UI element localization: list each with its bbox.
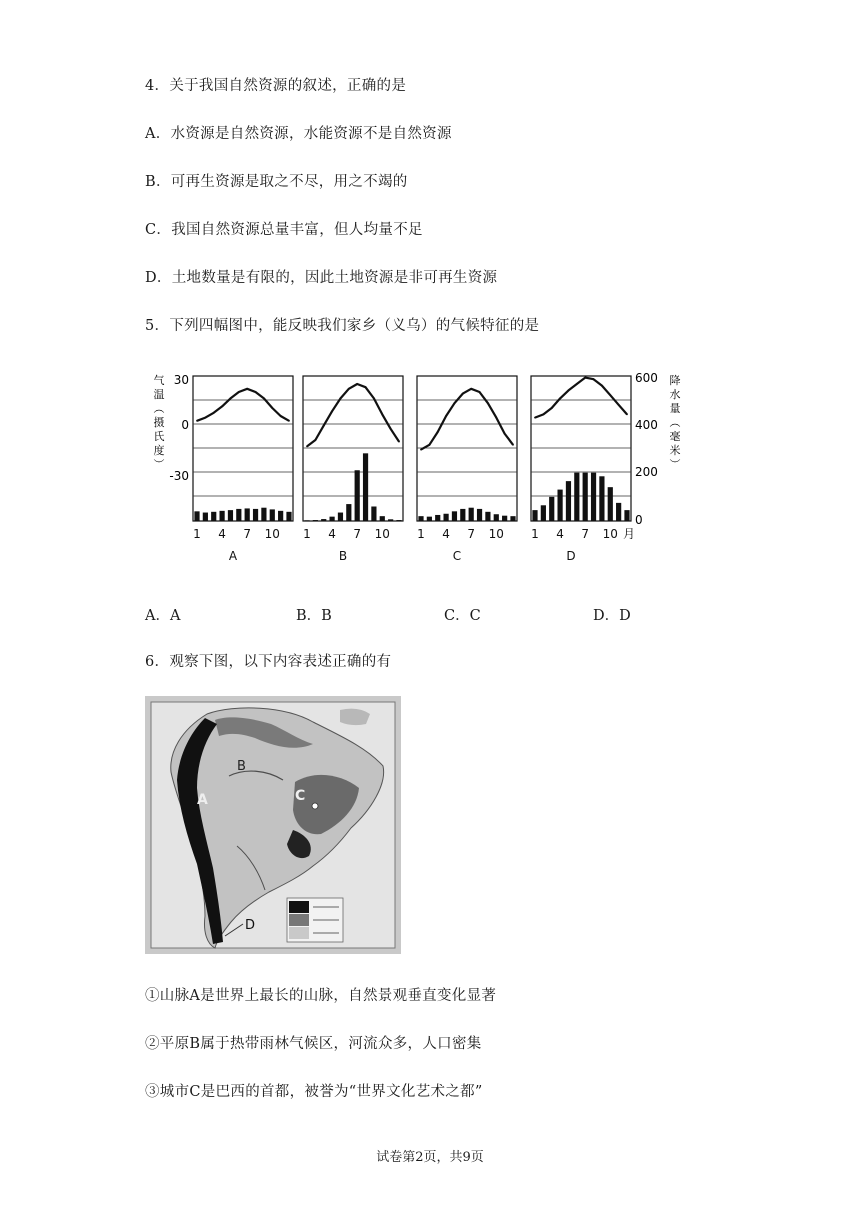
q6-statement-1: ①山脉A是世界上最长的山脉，自然景观垂直变化显著 — [145, 988, 497, 1004]
temperature-point — [221, 406, 223, 408]
precipitation-bar — [599, 476, 604, 521]
precipitation-bar — [616, 503, 621, 521]
precipitation-bar — [485, 512, 490, 521]
month-tick-label: 4 — [556, 527, 564, 541]
south-america-map — [145, 696, 401, 954]
temperature-point — [340, 398, 342, 400]
precipitation-bar — [427, 517, 432, 521]
precipitation-bar — [228, 510, 233, 521]
q4-stem: 4．关于我国自然资源的叙述，正确的是 — [145, 78, 407, 94]
temperature-point — [373, 398, 375, 400]
precipitation-bar — [549, 497, 554, 521]
temperature-point — [288, 420, 290, 422]
month-tick-label: 1 — [531, 527, 539, 541]
map-label-a: A — [197, 792, 208, 808]
precipitation-bar — [278, 511, 283, 521]
temperature-point — [331, 410, 333, 412]
q4-option-b: B．可再生资源是取之不尽，用之不竭的 — [145, 174, 408, 190]
temperature-point — [454, 402, 456, 404]
precipitation-bar — [203, 513, 208, 521]
precipitation-bar — [608, 487, 613, 521]
precipitation-bar — [532, 510, 537, 521]
temperature-point — [280, 415, 282, 417]
precipitation-bar — [321, 519, 326, 521]
panel-frame — [531, 376, 631, 521]
month-tick-label: 10 — [602, 527, 618, 541]
temperature-point — [213, 412, 215, 414]
precipitation-bar — [219, 511, 224, 521]
precipitation-bar — [396, 520, 401, 521]
climate-panel-a — [193, 376, 293, 563]
temperature-point — [356, 383, 358, 385]
month-tick-label: 10 — [488, 527, 504, 541]
temperature-point — [512, 444, 514, 446]
precipitation-bar — [460, 509, 465, 521]
precipitation-bar — [286, 512, 291, 521]
panel-label: C — [452, 549, 462, 563]
precipitation-bar — [313, 520, 318, 521]
temperature-point — [428, 444, 430, 446]
precipitation-bar — [418, 516, 423, 521]
precipitation-bar — [469, 508, 474, 521]
precipitation-bar — [236, 509, 241, 521]
q4-option-c: C．我国自然资源总量丰富，但人均量不足 — [145, 222, 423, 238]
map-label-d: D — [245, 918, 256, 933]
panel-frame — [193, 376, 293, 521]
temperature-point — [246, 388, 248, 390]
q6-statement-3: ③城市C是巴西的首都，被誉为“世界文化艺术之都” — [145, 1084, 483, 1100]
panel-label: D — [566, 549, 576, 563]
map-label-c: C — [295, 788, 306, 804]
precipitation-bar — [502, 516, 507, 521]
temperature-point — [263, 398, 265, 400]
precipitation-tick-600: 600 — [635, 371, 658, 385]
temperature-point — [601, 385, 603, 387]
map-label-b: B — [237, 759, 246, 774]
temperature-point — [365, 386, 367, 388]
month-tick-label: 7 — [581, 527, 590, 541]
temperature-point — [559, 398, 561, 400]
q4-option-a: A．水资源是自然资源，水能资源不是自然资源 — [145, 126, 452, 142]
temperature-point — [584, 377, 586, 379]
temperature-point — [348, 388, 350, 390]
precipitation-bar — [329, 517, 334, 521]
temperature-point — [420, 449, 422, 451]
precipitation-bar — [574, 473, 579, 521]
temperature-point — [568, 390, 570, 392]
temperature-point — [487, 402, 489, 404]
temperature-point — [314, 439, 316, 441]
climate-panel-b — [303, 376, 403, 563]
precipitation-bar — [338, 513, 343, 521]
precipitation-bar — [304, 520, 309, 521]
precipitation-tick-200: 200 — [635, 465, 658, 479]
temperature-axis-label: 气温︵摄氏度︶ — [153, 374, 165, 471]
precipitation-bar — [452, 511, 457, 521]
temperature-point — [504, 433, 506, 435]
precipitation-bar — [211, 512, 216, 521]
month-unit-label: 月 — [622, 527, 636, 541]
precipitation-bar — [566, 481, 571, 521]
month-tick-label: 1 — [193, 527, 201, 541]
temperature-point — [238, 391, 240, 393]
precipitation-bar — [194, 511, 199, 521]
precipitation-bar — [435, 515, 440, 521]
precipitation-bar — [270, 509, 275, 521]
temperature-tick-0: 0 — [181, 418, 189, 432]
q6-stem: 6．观察下图，以下内容表述正确的有 — [145, 654, 392, 670]
precipitation-bar — [245, 508, 250, 521]
precipitation-tick-0: 0 — [635, 513, 643, 527]
precipitation-bar — [355, 470, 360, 521]
panel-label: B — [338, 549, 348, 563]
precipitation-bar — [583, 473, 588, 521]
precipitation-bar — [388, 519, 393, 521]
temperature-point — [542, 414, 544, 416]
month-tick-label: 10 — [374, 527, 390, 541]
temperature-point — [437, 431, 439, 433]
precipitation-axis-label: 降水量︵毫米︶ — [669, 374, 681, 471]
climate-chart-figure — [145, 368, 705, 573]
temperature-point — [534, 417, 536, 419]
precipitation-bar — [363, 453, 368, 521]
temperature-point — [609, 394, 611, 396]
temperature-point — [470, 388, 472, 390]
q5-option-d: D．D — [593, 608, 631, 624]
precipitation-bar — [541, 505, 546, 521]
precipitation-bar — [443, 514, 448, 521]
precipitation-bar — [346, 504, 351, 521]
legend-swatch-low — [289, 927, 309, 939]
temperature-point — [271, 407, 273, 409]
temperature-point — [323, 425, 325, 427]
precipitation-bar — [591, 473, 596, 521]
temperature-point — [495, 417, 497, 419]
temperature-point — [593, 378, 595, 380]
temperature-point — [618, 404, 620, 406]
month-tick-label: 7 — [353, 527, 362, 541]
panel-frame — [303, 376, 403, 521]
precipitation-tick-400: 400 — [635, 418, 658, 432]
climate-panel-c — [417, 376, 517, 563]
month-tick-label: 1 — [303, 527, 311, 541]
q6-statement-2: ②平原B属于热带雨林气候区，河流众多，人口密集 — [145, 1036, 482, 1052]
temperature-tick-30: 30 — [173, 373, 189, 387]
temperature-point — [445, 415, 447, 417]
temperature-point — [196, 420, 198, 422]
precipitation-bar — [624, 510, 629, 521]
month-tick-label: 4 — [218, 527, 226, 541]
temperature-point — [306, 446, 308, 448]
temperature-point — [576, 383, 578, 385]
temperature-point — [230, 398, 232, 400]
legend-swatch-mid — [289, 914, 309, 926]
temperature-point — [626, 414, 628, 416]
precipitation-bar — [253, 509, 258, 521]
temperature-point — [462, 393, 464, 395]
temperature-point — [398, 441, 400, 443]
q5-option-a: A．A — [145, 608, 181, 624]
panel-label: A — [228, 549, 238, 563]
temperature-point — [204, 417, 206, 419]
precipitation-bar — [494, 514, 499, 521]
map-legend — [287, 898, 343, 942]
precipitation-bar — [261, 508, 266, 521]
page-footer: 试卷第2页，共9页 — [376, 1150, 484, 1165]
month-tick-label: 7 — [467, 527, 476, 541]
q5-stem: 5．下列四幅图中，能反映我们家乡（义乌）的气候特征的是 — [145, 318, 540, 334]
q4-option-d: D．土地数量是有限的，因此土地资源是非可再生资源 — [145, 270, 498, 286]
climate-panel-d — [531, 376, 635, 563]
precipitation-bar — [477, 509, 482, 521]
precipitation-bar — [371, 507, 376, 522]
legend-swatch-high — [289, 901, 309, 913]
temperature-point — [479, 391, 481, 393]
city-c-marker — [312, 803, 318, 809]
temperature-point — [390, 428, 392, 430]
precipitation-bar — [510, 516, 515, 521]
month-tick-label: 10 — [264, 527, 280, 541]
panel-frame — [417, 376, 517, 521]
month-tick-label: 4 — [442, 527, 450, 541]
q5-option-b: B．B — [296, 608, 332, 624]
q5-option-c: C．C — [444, 608, 481, 624]
month-tick-label: 1 — [417, 527, 425, 541]
precipitation-bar — [380, 516, 385, 521]
month-tick-label: 7 — [243, 527, 252, 541]
month-tick-label: 4 — [328, 527, 336, 541]
temperature-point — [381, 414, 383, 416]
temperature-point — [551, 407, 553, 409]
temperature-tick-minus30: -30 — [169, 469, 189, 483]
temperature-point — [255, 391, 257, 393]
precipitation-bar — [557, 490, 562, 521]
